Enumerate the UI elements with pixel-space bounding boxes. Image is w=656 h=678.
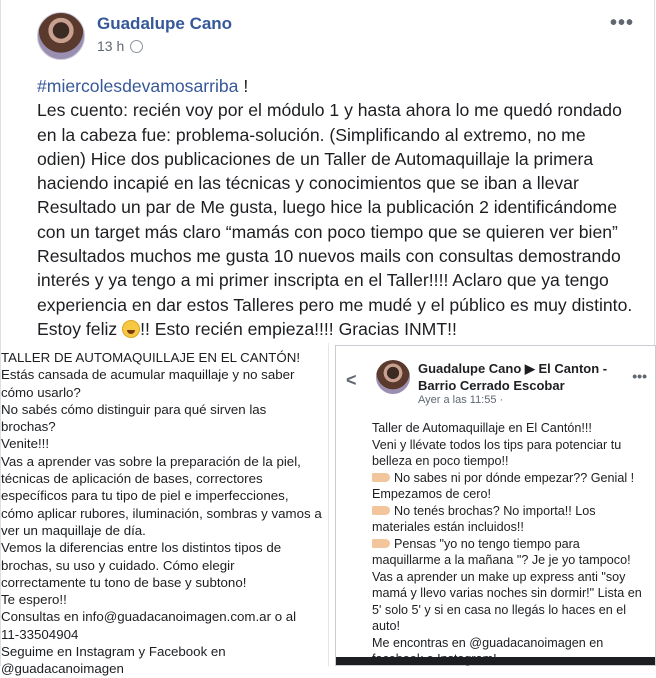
shared-p3-wrap [372,470,650,503]
pointing-hand-icon [372,539,390,548]
flyer-line: Venite!!! [1,436,50,452]
flyer-line: Vas a aprender vas sobre la preparación de la piel, [1,453,301,469]
more-icon: ••• [632,368,647,384]
post-text [37,74,637,341]
back-chevron-icon: < [346,370,357,390]
post-time[interactable] [97,38,143,54]
flyer-line: No sabés cómo distinguir para qué sirven las [1,401,267,417]
flyer-line: brochas? [1,419,56,435]
pointing-hand-icon [372,506,390,515]
flyer-line: TALLER DE AUTOMAQUILLAJE EN EL CANTÓN! [1,350,301,365]
post-images[interactable] [1,343,656,677]
image-left-flyer[interactable] [1,343,329,677]
flyer-line: Vemos la diferencias entre los distintos tipos de [1,540,282,556]
hashtag-link[interactable]: #miercolesdevamosarriba [37,76,239,96]
shared-p5-wrap [372,536,650,635]
flyer-line: @guadacanoimagen [1,661,124,677]
flyer-line: brochas, su uso y cuidado. Cómo elegir [1,557,235,573]
flyer-line: Seguime en Instagram y Facebook en [1,644,226,660]
flyer-line: específicos para tu tipo de piel e imperfecciones, [1,488,289,504]
more-options-icon[interactable]: ••• [609,12,634,34]
shared-p6: Me encontras en @guadacanoimagen en [372,635,604,650]
shared-time: Ayer a las 11:55 · [418,394,504,406]
shared-author-line: Guadalupe Cano ▶ El Canton - Barrio Cerrado Escobar [418,361,608,393]
author-avatar[interactable] [37,12,85,60]
post-time-text[interactable]: 13 h [97,38,125,54]
shared-author-avatar [376,360,410,394]
flyer-line: 11-33504904 [1,626,79,642]
flyer-line: Te espero!! [1,592,67,608]
shared-p4: No tenés brochas? No importa!! Los materiales están incluidos!! [372,503,596,534]
flyer-line: ver un maquillaje de día. [1,522,146,538]
flyer-line: cómo aplicar rubores, iluminación, sombras y vamos a [1,505,322,521]
flyer-line: Estás cansada de acumular maquillaje y no saber [1,367,295,383]
shared-p3: No sabes ni por dónde empezar?? Genial ! Empezamos de cero! [372,470,635,501]
flyer-line: cómo usarlo? [1,384,81,400]
author-name[interactable]: Guadalupe Cano [97,14,233,33]
flyer-line: técnicas de aplicación de bases, correctores [1,471,263,487]
globe-icon [130,40,143,53]
post-header [37,12,634,62]
post-body: Les cuento: recién voy por el módulo 1 y hasta ahora lo me quedó rondado en la cabeza fue: problema-solución. (Simplificando al extremo, no me odien) Hice dos publicaciones de un Taller de Automaquillaje la primera haciendo incapié en las técnicas y conocimientos que se iban a llevar Resultado un par de Me gusta, luego hice la publicación 2 identificándome con un target más claro “mamás con poco tiempo que se quieren ver bien” Resultados muchos me gusta 10 nuevos mails con consultas demostrando interés y ya tengo a mi primer inscripta en el Taller!!!! Aclaro que ya tengo experiencia en dar estos Talleres pero me mudé y el público es muy distinto. Estoy feliz [37,100,633,339]
flyer-text [1,349,322,678]
flyer-line: correctamente tu tono de base y subtono! [1,574,247,590]
shared-post-text [372,420,650,668]
shared-p1: Taller de Automaquillaje en El Cantón!!! [372,421,592,435]
image-bottom-bar [336,657,655,665]
laughing-emoji-icon [122,320,140,338]
shared-post-header [336,346,655,408]
hashtag-suffix: ! [238,76,249,96]
post-body-end: !! Esto recién empieza!!!! Gracias INMT!! [140,318,457,339]
shared-p4-wrap [372,503,650,536]
shared-p5: Pensas "yo no tengo tiempo para maquillarme a la mañana "? Je je yo tampoco! Vas a aprender un make up express anti "soy mamá y llevo varias noches sin dormir!" Lista en 5' solo 5' y si en casa no llegás lo haces en el auto! [372,536,642,633]
shared-p2: Veni y llévate todos los tips para potenciar tu belleza en poco tiempo!! [372,437,622,468]
flyer-line: Consultas en info@guadacanoimagen.com.ar o al [1,609,297,625]
image-right-shared-post[interactable] [335,345,656,666]
pointing-hand-icon [372,473,390,482]
